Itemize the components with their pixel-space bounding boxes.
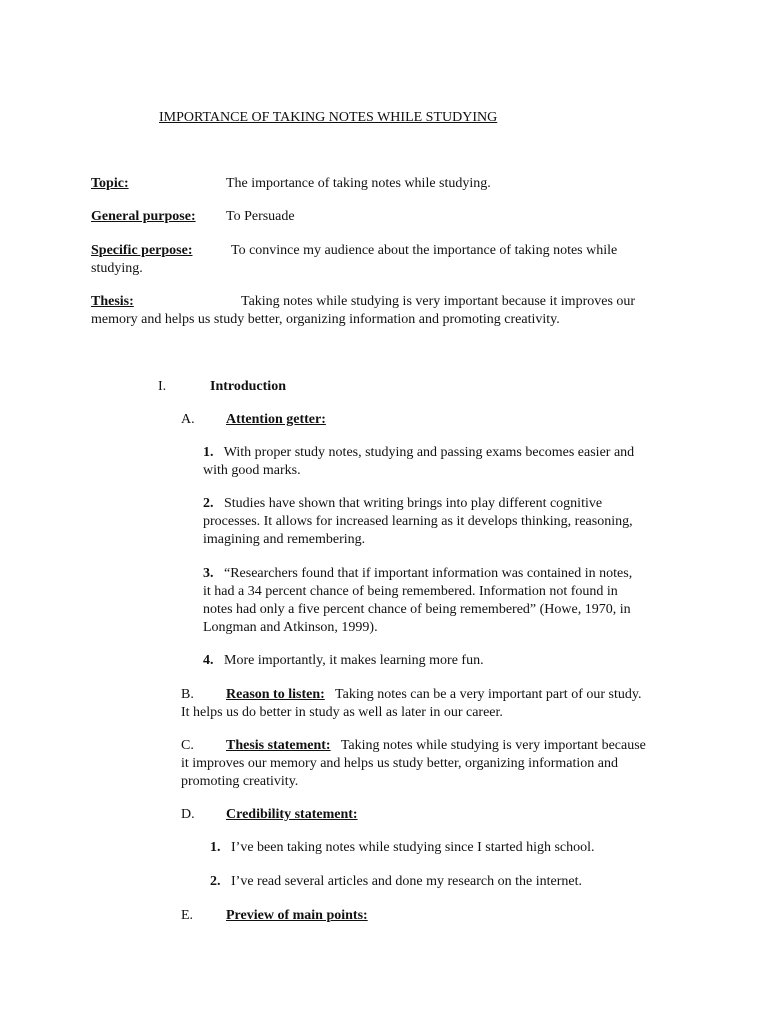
credibility-item-2 <box>210 873 582 891</box>
attention-item-2-line1: Studies have shown that writing brings into play different cognitive <box>224 496 603 511</box>
attention-item-1-num: 1. <box>203 445 214 460</box>
thesis-statement-line1-wrap <box>226 737 646 755</box>
attention-item-2-line3: imagining and remembering. <box>203 532 366 547</box>
reason-line1: Taking notes can be a very important part of our study. <box>335 687 642 702</box>
credibility-item-2-num: 2. <box>210 874 221 889</box>
credibility-item-1-num: 1. <box>210 840 221 855</box>
credibility-letter: D. <box>181 807 195 822</box>
attention-item-1-line1: With proper study notes, studying and passing exams becomes easier and <box>223 445 635 460</box>
thesis-statement-line3: promoting creativity. <box>181 774 299 789</box>
credibility-item-1 <box>210 839 595 857</box>
specific-purpose-value-line1: To convince my audience about the importance of taking notes while <box>231 243 618 258</box>
topic-value: The importance of taking notes while studying. <box>226 176 491 191</box>
credibility-item-1-text: I’ve been taking notes while studying since I started high school. <box>231 840 595 855</box>
attention-item-2-line2: processes. It allows for increased learning as it develops thinking, reasoning, <box>203 514 633 529</box>
preview-letter: E. <box>181 908 194 923</box>
thesis-value-line1: Taking notes while studying is very important because it improves our <box>241 294 636 309</box>
section-numeral: I. <box>158 379 167 394</box>
attention-letter: A. <box>181 412 195 427</box>
reason-heading: Reason to listen: <box>226 687 325 702</box>
attention-item-2-num: 2. <box>203 496 214 511</box>
thesis-statement-letter: C. <box>181 738 194 753</box>
attention-item-3-line3: notes had only a five percent chance of being remembered” (Howe, 1970, in <box>203 602 631 617</box>
reason-line2: It helps us do better in study as well as later in our career. <box>181 705 503 720</box>
topic-label: Topic: <box>91 176 129 191</box>
attention-item-3-line2: it had a 34 percent chance of being remembered. Information not found in <box>203 584 618 599</box>
section-heading: Introduction <box>210 379 286 394</box>
attention-item-3-num: 3. <box>203 566 214 581</box>
specific-purpose-value-line2: studying. <box>91 261 143 276</box>
specific-purpose-label: Specific perpose: <box>91 243 193 258</box>
thesis-label: Thesis: <box>91 294 134 309</box>
attention-item-2 <box>203 495 602 513</box>
thesis-value-line2: memory and helps us study better, organizing information and promoting creativity. <box>91 312 560 327</box>
reason-letter: B. <box>181 687 194 702</box>
thesis-statement-line2: it improves our memory and helps us study better, organizing information and <box>181 756 618 771</box>
document-title: IMPORTANCE OF TAKING NOTES WHILE STUDYING <box>159 110 498 125</box>
attention-item-4-num: 4. <box>203 653 214 668</box>
attention-item-3-line4: Longman and Atkinson, 1999). <box>203 620 378 635</box>
thesis-statement-line1: Taking notes while studying is very important because <box>340 738 646 753</box>
general-purpose-label: General purpose: <box>91 209 196 224</box>
attention-item-4 <box>203 652 484 670</box>
credibility-heading: Credibility statement: <box>226 807 358 822</box>
attention-item-4-line1: More importantly, it makes learning more fun. <box>224 653 484 668</box>
credibility-item-2-text: I’ve read several articles and done my research on the internet. <box>231 874 582 889</box>
attention-heading: Attention getter: <box>226 412 326 427</box>
preview-heading: Preview of main points: <box>226 908 368 923</box>
attention-item-3-line1: “Researchers found that if important information was contained in notes, <box>224 566 633 581</box>
thesis-statement-heading: Thesis statement: <box>226 738 331 753</box>
general-purpose-value: To Persuade <box>226 209 295 224</box>
reason-line1-wrap <box>226 686 641 704</box>
attention-item-3 <box>203 565 632 583</box>
attention-item-1-line2: with good marks. <box>203 463 301 478</box>
attention-item-1 <box>203 444 634 462</box>
